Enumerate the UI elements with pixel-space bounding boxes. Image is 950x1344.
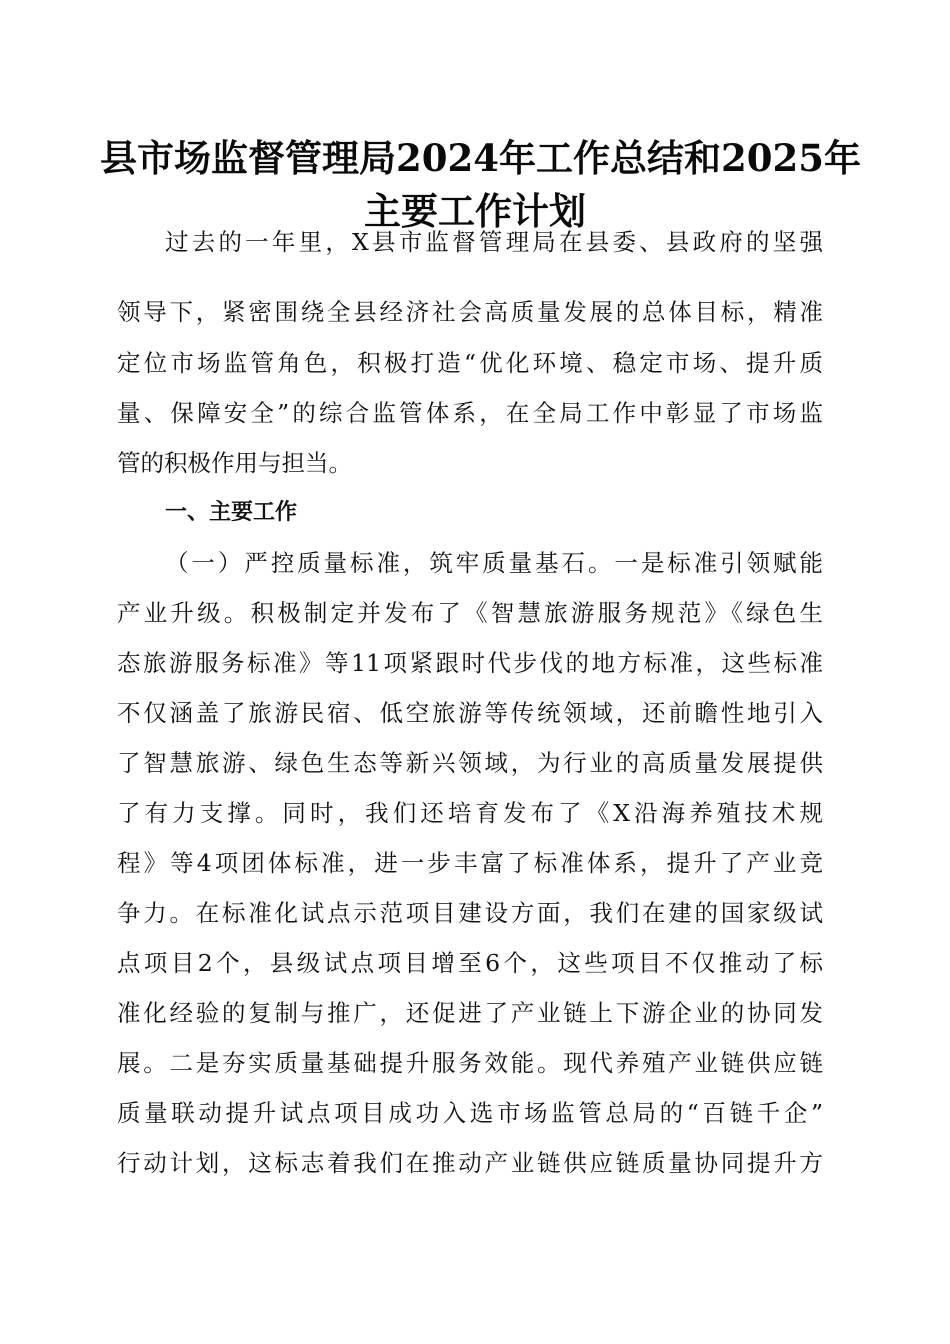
body-paragraph-line: 产业升级。积极制定并发布了《智慧旅游服务规范》《绿色生 <box>117 599 823 627</box>
body-paragraph-line: 了智慧旅游、绿色生态等新兴领域，为行业的高质量发展提供 <box>117 749 823 777</box>
intro-paragraph-line: 过去的一年里，X县市监督管理局在县委、县政府的坚强 <box>165 228 823 256</box>
body-paragraph-line: 行动计划，这标志着我们在推动产业链供应链质量协同提升方 <box>117 1149 823 1177</box>
intro-paragraph-line: 管的积极作用与担当。 <box>117 449 352 477</box>
body-paragraph-line: 态旅游服务标准》等11项紧跟时代步伐的地方标准，这些标准 <box>117 649 823 677</box>
body-paragraph-line: 程》等4项团体标准，进一步丰富了标准体系，提升了产业竞 <box>117 849 823 877</box>
intro-paragraph-line: 领导下，紧密围绕全县经济社会高质量发展的总体目标，精准 <box>117 298 823 326</box>
document-title-line-1: 县市场监督管理局2024年工作总结和2025年 <box>100 136 861 180</box>
body-paragraph-line: 点项目2个，县级试点项目增至6个，这些项目不仅推动了标 <box>117 949 823 977</box>
intro-paragraph-line: 定位市场监管角色，积极打造“优化环境、稳定市场、提升质 <box>117 349 823 377</box>
body-paragraph-line: 质量联动提升试点项目成功入选市场监管总局的“百链千企” <box>117 1099 823 1127</box>
body-paragraph-line: 争力。在标准化试点示范项目建设方面，我们在建的国家级试 <box>117 899 823 927</box>
body-paragraph-line: 了有力支撑。同时，我们还培育发布了《X沿海养殖技术规 <box>117 799 823 827</box>
body-paragraph-line: 不仅涵盖了旅游民宿、低空旅游等传统领域，还前瞻性地引入 <box>117 699 823 727</box>
section-heading: 一、主要工作 <box>165 500 298 525</box>
document-title-line-2: 主要工作计划 <box>364 189 586 233</box>
body-paragraph-line: 准化经验的复制与推广，还促进了产业链上下游企业的协同发 <box>117 999 823 1027</box>
body-paragraph-line: （一）严控质量标准，筑牢质量基石。一是标准引领赋能 <box>165 549 823 577</box>
body-paragraph-line: 展。二是夯实质量基础提升服务效能。现代养殖产业链供应链 <box>117 1049 823 1077</box>
intro-paragraph-line: 量、保障安全”的综合监管体系，在全局工作中彰显了市场监 <box>117 399 823 427</box>
